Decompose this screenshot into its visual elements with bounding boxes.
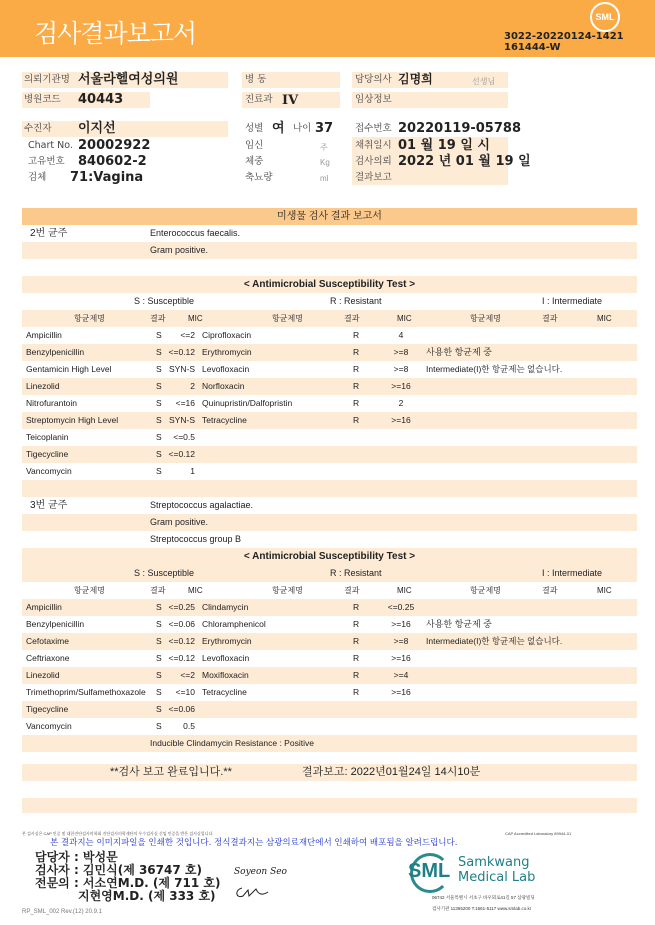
mic: <=0.06 bbox=[168, 619, 195, 629]
mic: <=0.5 bbox=[173, 432, 195, 442]
signature-2 bbox=[234, 884, 274, 900]
drug-name: Trimethoprim/Sulfamethoxazole bbox=[26, 687, 146, 697]
drug-name: Ampicillin bbox=[26, 330, 62, 340]
organism-text: Gram positive. bbox=[150, 517, 209, 527]
note-line-2: Intermediate(I)한 항균제는 없습니다. bbox=[426, 364, 563, 374]
result: S bbox=[156, 704, 162, 714]
result: R bbox=[353, 653, 360, 663]
form-number: RP_SML_002 Rev.(12) 20.9.1 bbox=[22, 909, 102, 915]
weight-unit: Kg bbox=[320, 158, 330, 167]
drug-name: Ciprofloxacin bbox=[202, 330, 252, 340]
result: S bbox=[156, 619, 162, 629]
result: R bbox=[353, 415, 360, 425]
column-header-row bbox=[22, 582, 637, 599]
print-notice: 본 결과지는 이미지파일을 인쇄한 것입니다. 정식결과지는 삼광의료재단에서 인쇄하여 배포됨을 알려드립니다. bbox=[50, 838, 458, 848]
mic: 2 bbox=[190, 381, 195, 391]
drug-name: Nitrofurantoin bbox=[26, 398, 78, 408]
inducible-text: Inducible Clindamycin Resistance : Positive bbox=[150, 738, 314, 748]
strain-2-block bbox=[22, 225, 637, 497]
blank-row bbox=[22, 259, 637, 276]
document-number bbox=[504, 31, 624, 53]
column-header: 항균제명 bbox=[470, 586, 501, 595]
mic: >=8 bbox=[393, 636, 409, 646]
patient-value: 이지선 bbox=[78, 121, 116, 136]
mic: <=0.12 bbox=[168, 449, 195, 459]
result: R bbox=[353, 687, 360, 697]
column-header: 항균제명 bbox=[272, 314, 303, 323]
report-title: 검사결과보고서 bbox=[34, 19, 197, 48]
table-row bbox=[22, 616, 637, 633]
table-row bbox=[22, 599, 637, 616]
column-header: 결과 bbox=[542, 314, 558, 323]
ast-title-row bbox=[22, 548, 637, 565]
legend-row bbox=[22, 565, 637, 582]
table-row bbox=[22, 327, 637, 344]
mic: <=0.06 bbox=[168, 704, 195, 714]
column-header: MIC bbox=[188, 586, 203, 595]
column-header: MIC bbox=[597, 314, 612, 323]
strain-3-block bbox=[22, 497, 637, 752]
sml-logo: SML bbox=[590, 2, 620, 32]
drug-name: Streptomycin High Level bbox=[26, 415, 119, 425]
mic: >=16 bbox=[391, 619, 411, 629]
doc-no-2: 161444-W bbox=[504, 42, 561, 53]
result: S bbox=[156, 330, 162, 340]
spacer-row bbox=[22, 480, 637, 497]
drug-name: Norfloxacin bbox=[202, 381, 245, 391]
column-header: 결과 bbox=[150, 586, 166, 595]
patient-label: 수진자 bbox=[24, 123, 52, 134]
mic: 2 bbox=[398, 398, 404, 408]
result: S bbox=[156, 381, 162, 391]
legend-r: R : Resistant bbox=[330, 296, 382, 306]
urine-unit: ml bbox=[320, 174, 329, 183]
pregnancy-unit: 주 bbox=[320, 143, 328, 152]
inducible-row bbox=[22, 735, 637, 752]
mic: <=10 bbox=[175, 687, 195, 697]
table-row bbox=[22, 633, 637, 650]
result: S bbox=[156, 432, 162, 442]
specialist-2: 지현영M.D. (제 333 호) bbox=[78, 889, 216, 903]
result: S bbox=[156, 364, 162, 374]
note-line-1: 사용한 항균제 중 bbox=[426, 347, 492, 357]
result: R bbox=[353, 347, 360, 357]
table-row bbox=[22, 412, 637, 429]
report-time: 결과보고: 2022년01월24일 14시10분 bbox=[302, 766, 481, 778]
mic: <=0.25 bbox=[387, 602, 415, 612]
column-header: 결과 bbox=[344, 314, 360, 323]
organism-text: Enterococcus faecalis. bbox=[150, 228, 241, 238]
age-value: 37 bbox=[315, 121, 334, 136]
result: R bbox=[353, 381, 360, 391]
result: S bbox=[156, 398, 162, 408]
request-label: 검사의뢰 bbox=[355, 156, 392, 167]
mic: <=0.12 bbox=[168, 347, 195, 357]
result: S bbox=[156, 653, 162, 663]
result: R bbox=[353, 619, 360, 629]
lab-name bbox=[458, 855, 535, 885]
age-label: 나이 bbox=[293, 123, 312, 134]
drug-name: Clindamycin bbox=[202, 602, 249, 612]
lab-address: 06742 서울특별시 서초구 바우뫼로41길 57 삼광빌딩 bbox=[432, 895, 535, 900]
organism-text: Streptococcus group B bbox=[150, 534, 242, 544]
results-title: 미생물 검사 결과 보고서 bbox=[277, 211, 382, 222]
drug-name: Benzylpenicillin bbox=[26, 347, 85, 357]
drug-name: Levofloxacin bbox=[202, 364, 250, 374]
strain-line bbox=[22, 242, 637, 259]
mic: >=4 bbox=[393, 670, 409, 680]
table-row bbox=[22, 718, 637, 735]
lab-registration: 검사기관 11365200 T.1661-5117 www.smlab.co.kr bbox=[432, 906, 532, 911]
cap-note: 본 검사실은 CAP 인증 및 대한진단검사의학회 진단검사의학재단의 우수검사실 신임 인증을 받은 검사실입니다. bbox=[22, 831, 214, 836]
result: S bbox=[156, 687, 162, 697]
hospital-code-value: 40443 bbox=[78, 92, 124, 107]
legend-s: S : Susceptible bbox=[134, 296, 195, 306]
drug-name: Cefotaxime bbox=[26, 636, 69, 646]
result: R bbox=[353, 670, 360, 680]
result: R bbox=[353, 602, 360, 612]
mic: >=8 bbox=[393, 364, 409, 374]
sex-value: 여 bbox=[272, 121, 285, 136]
ast-title: < Antimicrobial Susceptibility Test > bbox=[243, 551, 416, 562]
strain-line bbox=[22, 531, 637, 548]
result: R bbox=[353, 364, 360, 374]
result: S bbox=[156, 670, 162, 680]
urine-label: 축뇨량 bbox=[245, 172, 273, 183]
table-row bbox=[22, 429, 637, 446]
drug-name: Tetracycline bbox=[202, 687, 247, 697]
manager: 담당자 : 박성문 bbox=[35, 850, 118, 864]
column-header: MIC bbox=[188, 314, 203, 323]
id-label: 고유번호 bbox=[28, 156, 65, 167]
drug-name: Tetracycline bbox=[202, 415, 247, 425]
dept-value: IV bbox=[282, 93, 299, 108]
result: S bbox=[156, 449, 162, 459]
drug-name: Teicoplanin bbox=[26, 432, 69, 442]
drug-name: Moxifloxacin bbox=[202, 670, 249, 680]
result: S bbox=[156, 347, 162, 357]
receipt-value: 20220119-05788 bbox=[398, 121, 521, 136]
result: S bbox=[156, 415, 162, 425]
mic: >=16 bbox=[391, 653, 411, 663]
result: S bbox=[156, 602, 162, 612]
table-row bbox=[22, 344, 637, 361]
note-line-2: Intermediate(I)한 항균제는 없습니다. bbox=[426, 636, 563, 646]
table-row bbox=[22, 684, 637, 701]
doctor-label: 담당의사 bbox=[355, 74, 392, 85]
sex-label: 성별 bbox=[245, 123, 264, 134]
result: R bbox=[353, 398, 360, 408]
collection-value: 01 월 19 일 시 bbox=[398, 138, 490, 153]
dept-label: 진료과 bbox=[245, 94, 273, 105]
results-title-bar bbox=[22, 208, 637, 225]
doc-no-1: 3022-20220124-1421 bbox=[504, 31, 624, 42]
result: S bbox=[156, 721, 162, 731]
lab-name-2: Medical Lab bbox=[458, 870, 536, 885]
table-row bbox=[22, 701, 637, 718]
mic: 0.5 bbox=[183, 721, 195, 731]
strain-line bbox=[22, 497, 637, 514]
table-row bbox=[22, 378, 637, 395]
drug-name: Erythromycin bbox=[202, 636, 252, 646]
organism-text: Gram positive. bbox=[150, 245, 209, 255]
mic: <=2 bbox=[180, 330, 195, 340]
drug-name: Chloramphenicol bbox=[202, 619, 266, 629]
specimen-label: 검체 bbox=[28, 172, 47, 183]
drug-name: Erythromycin bbox=[202, 347, 252, 357]
column-header: MIC bbox=[597, 586, 612, 595]
column-header: 항균제명 bbox=[272, 586, 303, 595]
mic: <=0.25 bbox=[168, 602, 195, 612]
header-bar bbox=[0, 0, 655, 57]
hospital-code-label: 병원코드 bbox=[24, 94, 61, 105]
mic: SYN-S bbox=[169, 415, 195, 425]
legend-row bbox=[22, 293, 637, 310]
legend-s: S : Susceptible bbox=[134, 568, 195, 578]
mic: <=0.12 bbox=[168, 636, 195, 646]
column-header: 항균제명 bbox=[470, 314, 501, 323]
ast-title: < Antimicrobial Susceptibility Test > bbox=[243, 279, 416, 290]
drug-name: Quinupristin/Dalfopristin bbox=[202, 398, 293, 408]
drug-name: Benzylpenicillin bbox=[26, 619, 85, 629]
table-row bbox=[22, 395, 637, 412]
lab-logo: SML bbox=[408, 860, 451, 882]
ast-title-row bbox=[22, 276, 637, 293]
results-section bbox=[22, 208, 637, 813]
mic: <=2 bbox=[180, 670, 195, 680]
legend-i: I : Intermediate bbox=[542, 568, 603, 578]
collection-label: 채취일시 bbox=[355, 140, 392, 151]
drug-name: Vancomycin bbox=[26, 721, 72, 731]
weight-label: 체중 bbox=[245, 156, 264, 167]
signature-1: Soyeon Seo bbox=[234, 867, 287, 877]
receipt-label: 접수번호 bbox=[355, 123, 392, 134]
mic: 4 bbox=[398, 330, 404, 340]
column-header: 결과 bbox=[542, 586, 558, 595]
institution-value: 서울라헬여성의원 bbox=[78, 72, 179, 87]
table-row bbox=[22, 463, 637, 480]
column-header: 결과 bbox=[150, 314, 166, 323]
mic: SYN-S bbox=[169, 364, 195, 374]
column-header-row bbox=[22, 310, 637, 327]
chart-value: 20002922 bbox=[78, 138, 151, 153]
strain-label: 2번 균주 bbox=[30, 228, 68, 239]
drug-name: Tigecycline bbox=[26, 449, 69, 459]
id-value: 840602-2 bbox=[78, 154, 147, 169]
mic: >=16 bbox=[391, 381, 411, 391]
doctor-value: 김명희 bbox=[398, 72, 433, 86]
result: S bbox=[156, 636, 162, 646]
specimen-value: 71:Vagina bbox=[70, 170, 144, 185]
organism-text: Streptococcus agalactiae. bbox=[150, 500, 254, 510]
result: R bbox=[353, 636, 360, 646]
lab-name-1: Samkwang bbox=[458, 855, 530, 870]
blank-bar bbox=[22, 798, 637, 813]
chart-label: Chart No. bbox=[28, 140, 73, 151]
legend-i: I : Intermediate bbox=[542, 296, 603, 306]
clinical-info-label: 임상정보 bbox=[355, 94, 392, 105]
report-label: 결과보고 bbox=[355, 172, 392, 183]
column-header: 항균제명 bbox=[74, 586, 105, 595]
cap-number: CAP Accredited Laboratory 89944-01 bbox=[505, 831, 572, 836]
drug-name: Gentamicin High Level bbox=[26, 364, 112, 374]
specialist-1: 전문의 : 서소연M.D. (제 711 호) bbox=[35, 876, 221, 890]
mic: >=16 bbox=[391, 687, 411, 697]
result: R bbox=[353, 330, 360, 340]
drug-name: Ceftriaxone bbox=[26, 653, 70, 663]
strain-line bbox=[22, 514, 637, 531]
tester: 검사자 : 김민식(제 36747 호) bbox=[35, 863, 202, 877]
mic: >=8 bbox=[393, 347, 409, 357]
column-header: MIC bbox=[397, 586, 412, 595]
table-row bbox=[22, 667, 637, 684]
column-header: MIC bbox=[397, 314, 412, 323]
drug-name: Vancomycin bbox=[26, 466, 72, 476]
table-row bbox=[22, 446, 637, 463]
column-header: 결과 bbox=[344, 586, 360, 595]
strain-label: 3번 균주 bbox=[30, 500, 68, 511]
drug-name: Linezolid bbox=[26, 381, 60, 391]
ward-label: 병 동 bbox=[245, 74, 267, 85]
pregnancy-label: 임신 bbox=[245, 140, 264, 151]
completion-bar bbox=[22, 764, 637, 781]
column-header: 항균제명 bbox=[74, 314, 105, 323]
strain-line bbox=[22, 225, 637, 242]
drug-name: Ampicillin bbox=[26, 602, 62, 612]
drug-name: Linezolid bbox=[26, 670, 60, 680]
completion-text: **검사 보고 완료입니다.** bbox=[110, 766, 232, 778]
result: S bbox=[156, 466, 162, 476]
table-row bbox=[22, 650, 637, 667]
legend-r: R : Resistant bbox=[330, 568, 382, 578]
mic: <=0.12 bbox=[168, 653, 195, 663]
doctor-suffix: 선생님 bbox=[472, 77, 496, 86]
note-line-1: 사용한 항균제 중 bbox=[426, 619, 492, 629]
request-value: 2022 년 01 월 19 일 bbox=[398, 154, 531, 169]
drug-name: Levofloxacin bbox=[202, 653, 250, 663]
mic: <=16 bbox=[175, 398, 195, 408]
institution-label: 의뢰기관명 bbox=[24, 74, 70, 85]
drug-name: Tigecycline bbox=[26, 704, 69, 714]
mic: >=16 bbox=[391, 415, 411, 425]
table-row bbox=[22, 361, 637, 378]
mic: 1 bbox=[190, 466, 195, 476]
